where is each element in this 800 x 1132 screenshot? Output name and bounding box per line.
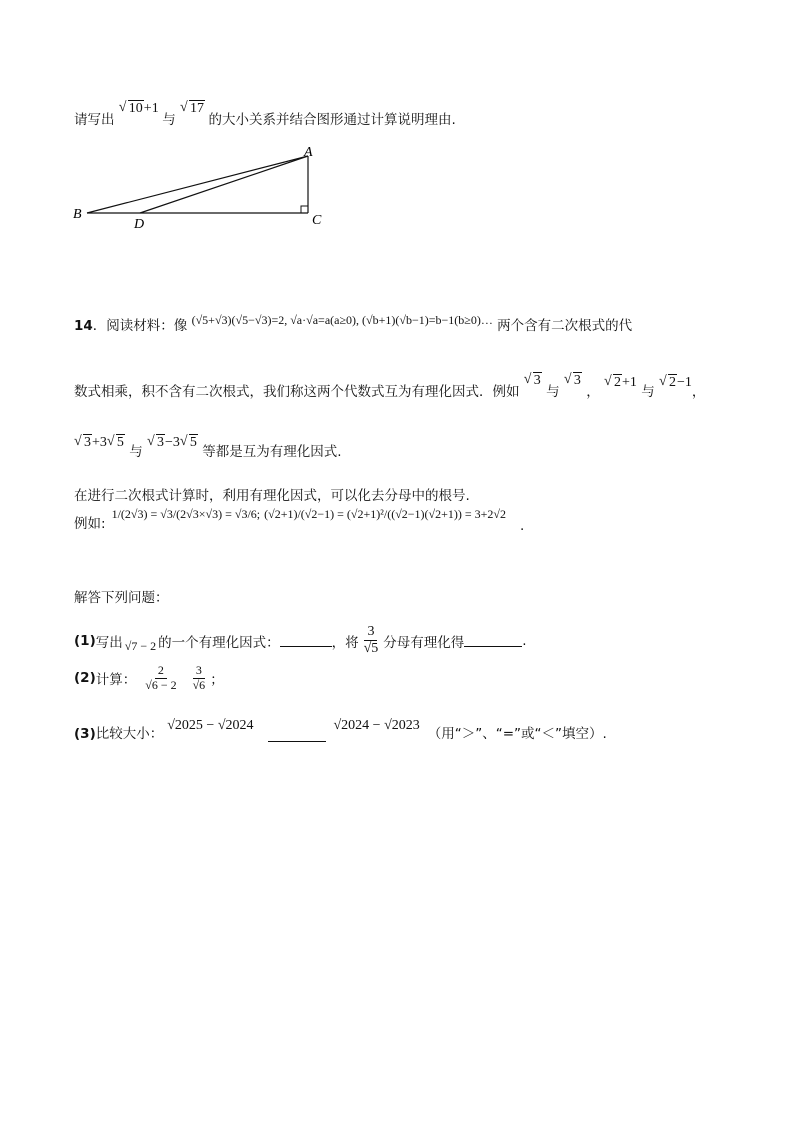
segment-AB [87,156,308,213]
expr-sqrt3-minus-3sqrt5: √ 3−3√ 5 [147,435,198,450]
label-A: A [304,145,313,160]
q14-line2 [74,373,706,401]
q14-line2-and2: 与 [641,384,655,400]
q14-line2-and1: 与 [546,384,560,400]
sub2-end: ； [210,672,224,689]
q14-paragraph2: 在进行二次根式计算时，利用有理化因式，可以化去分母中的根号. [74,488,470,504]
q14-example-row: 例如: 1/(2√3) = √3/(2√3×√3) = √3/6 ; (√2+1)/(√2−1) = (√2+1)²/((√2−1)(√2+1)) = 3+2√2 . [74,507,525,534]
sub1-text-c: ，将 [331,634,359,651]
right-angle-mark [301,206,308,213]
sub3-expr-1: √2025 − √2024 [167,718,254,733]
q14-line2-text: 数式相乘，积不含有二次根式，我们称这两个代数式互为有理化因式．例如 [74,384,520,400]
q14-examples-formula: (√5+√3)(√5−√3)=2, √a·√a=a(a≥0), (√b+1)(√b−1)=b−1(b≥0)… [191,313,493,327]
sub2-fraction-1: $\frac{2}{√6 - 2}$ [145,663,177,692]
sub2-fraction-2: $\frac{3}{√6}$ [192,663,206,692]
q14-sub2 [74,664,224,693]
q14-sub3 [74,718,607,742]
sub1-end: . [522,632,527,649]
label-B: B [73,207,82,222]
sub2-text: 计算： [95,672,137,689]
sub1-text-b: 的一个有理化因式： [158,634,280,651]
sub1-fraction: $\frac{3}{√5}$ [363,624,379,657]
label-C: C [312,213,322,228]
segment-AD [140,156,308,213]
q13-prompt [74,101,456,129]
sub1-blank-1[interactable] [280,634,332,647]
expr-sqrt3-b: √ 3 [564,373,582,388]
expr-sqrt2-plus-1: √ 2+1 [604,375,637,390]
q14-line3 [74,435,342,461]
expr-sqrt10-plus-1: √ 10+1 [119,101,162,116]
q14-example-formula-2: (√2+1)/(√2−1) = (√2+1)²/((√2−1)(√2+1)) = 3+2√2 [264,507,506,521]
q14-line1 [74,314,632,334]
sub1-text-a: 写出 [95,634,123,651]
triangle-figure [60,140,350,235]
q14-answer-heading: 解答下列问题： [74,590,169,606]
expr-sqrt3-a: √ 3 [524,373,542,388]
q14-line2-comma: ， [586,384,600,400]
label-D: D [134,217,145,232]
q13-text-and: 与 [162,112,176,128]
sub1-text-d: 分母有理化得 [383,634,465,651]
q14-number: 14 [74,318,93,334]
sub2-number: (2) [74,670,96,687]
sub3-expr-2: √2024 − √2023 [333,718,420,733]
sub3-hint: （用“＞”、“=”或“＜”填空）. [427,726,607,742]
q14-sub1 [74,624,527,657]
sub3-text: 比较大小： [95,726,164,742]
q14-example-formula-1: 1/(2√3) = √3/(2√3×√3) = √3/6 [111,507,257,521]
expr-sqrt2-minus-1: √ 2−1 [659,375,692,390]
q14-example-label: 例如: [74,516,106,532]
q14-lead-tail: 两个含有二次根式的代 [497,318,633,334]
q13-text-after: 的大小关系并结合图形通过计算说明理由. [208,112,456,128]
q14-example-end: . [520,518,525,534]
q14-line2-end: ， [691,384,706,400]
sub3-blank[interactable] [268,729,326,742]
sub1-blank-2[interactable] [464,634,522,647]
expr-sqrt3-plus-3sqrt5: √ 3+3√ 5 [74,435,125,450]
sub3-number: (3) [74,726,96,742]
q13-text-before: 请写出 [74,112,115,128]
q14-lead: ．阅读材料：像 [92,318,188,334]
q14-line3-text: 等都是互为有理化因式. [202,444,342,460]
q14-line3-and: 与 [129,444,143,460]
expr-sqrt17: √ 17 [180,101,209,116]
sub1-number: (1) [74,632,96,649]
sub1-expr: √7 − 2 [124,639,157,654]
